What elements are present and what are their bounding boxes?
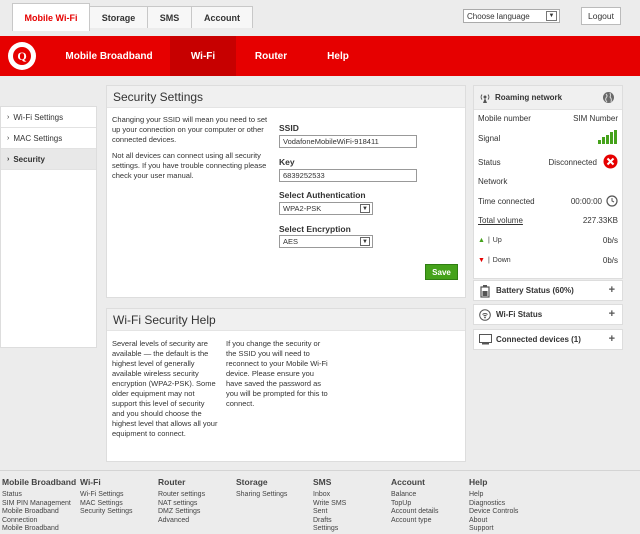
security-intro-text: Changing your SSID will mean you need to set up your connection on your computer or other connected devices. xyxy=(112,115,268,144)
footer-link[interactable]: Sharing Settings xyxy=(236,491,288,498)
footer-column-sms xyxy=(313,477,346,534)
status-panel-header xyxy=(474,86,622,110)
footer-link[interactable]: Connection xyxy=(2,516,38,524)
total-volume-value: 227.33KB xyxy=(582,216,618,225)
upload-value: 0b/s xyxy=(602,236,618,245)
upload-row xyxy=(478,236,618,245)
chevron-right-icon: › xyxy=(7,155,10,163)
footer-link[interactable]: NAT settings xyxy=(158,499,198,507)
footer-link[interactable]: Sent xyxy=(313,508,328,516)
footer-link[interactable]: Drafts xyxy=(313,516,332,524)
devices-icon xyxy=(479,334,491,346)
chevron-right-icon: › xyxy=(7,113,10,121)
logout-button[interactable]: Logout xyxy=(581,7,621,25)
signal-bars-icon xyxy=(598,130,618,146)
security-note-text: Not all devices can connect using all security settings. If you have trouble connecting please check your user manual. xyxy=(112,151,267,180)
nav-help[interactable]: Help xyxy=(327,50,349,62)
network-label: Network xyxy=(478,177,508,186)
nav-router[interactable]: Router xyxy=(254,50,288,62)
footer-link[interactable]: Mobile Broadband xyxy=(2,525,59,533)
encryption-select[interactable] xyxy=(279,235,373,248)
mobile-number-row xyxy=(478,114,618,123)
download-value: 0b/s xyxy=(602,256,618,265)
main-nav xyxy=(0,36,640,76)
auth-label: Select Authentication xyxy=(279,190,366,200)
clock-icon xyxy=(606,195,618,209)
roaming-network-title: Roaming network xyxy=(495,93,563,102)
battery-status-accordion[interactable] xyxy=(473,280,623,301)
plus-icon: + xyxy=(608,308,615,320)
footer-link[interactable]: Device Controls xyxy=(469,508,519,516)
auth-select[interactable] xyxy=(279,202,373,215)
footer-heading: Account xyxy=(391,477,425,487)
chevron-down-icon: ▼ xyxy=(546,11,557,21)
auth-select-value: WPA2-PSK xyxy=(283,204,322,213)
footer-heading: Wi-Fi xyxy=(80,477,101,487)
wifi-status-accordion[interactable] xyxy=(473,304,623,325)
footer-column-wifi xyxy=(80,477,133,517)
help-text-left: Several levels of security are available — the default is the highest level of generally available wireless security encryption (WPA2-PSK). Some older equipment may not support this level of security and you should choose the highest level that allows all your equipment to connect. xyxy=(112,339,218,438)
download-row xyxy=(478,256,618,265)
ssid-label: SSID xyxy=(279,123,299,133)
panel-title: Security Settings xyxy=(107,86,465,108)
language-select[interactable] xyxy=(463,9,560,23)
plus-icon: + xyxy=(608,333,615,345)
download-label: Down xyxy=(492,257,511,264)
upload-label: Up xyxy=(492,237,502,244)
time-connected-label: Time connected xyxy=(478,197,535,206)
sidebar-item-security[interactable] xyxy=(1,149,96,170)
footer xyxy=(0,470,640,533)
footer-link[interactable]: Balance xyxy=(391,491,417,498)
divider-icon: | xyxy=(487,257,490,264)
footer-heading: Mobile Broadband xyxy=(2,477,77,487)
accordion-label: Connected devices (1) xyxy=(496,335,581,344)
nav-mobile-broadband[interactable]: Mobile Broadband xyxy=(65,50,153,62)
upload-label-group xyxy=(478,237,502,244)
tab-storage[interactable]: Storage xyxy=(89,6,148,28)
disconnected-icon xyxy=(603,154,618,171)
sidebar-item-wifi-settings[interactable] xyxy=(1,107,96,128)
time-connected-value: 00:00:00 xyxy=(570,197,602,206)
download-label-group xyxy=(478,257,511,264)
status-row xyxy=(478,154,618,170)
time-connected-group xyxy=(571,195,618,209)
mobile-number-value: SIM Number xyxy=(573,114,618,123)
footer-link[interactable]: Wi-Fi Settings xyxy=(80,491,124,498)
vodafone-logo xyxy=(8,42,36,70)
encryption-label: Select Encryption xyxy=(279,224,351,234)
footer-heading: Storage xyxy=(236,477,268,487)
footer-link[interactable]: Write SMS xyxy=(313,499,347,507)
mobile-number-label: Mobile number xyxy=(478,114,531,123)
status-value-group xyxy=(549,154,618,171)
footer-column-storage xyxy=(236,477,287,500)
sidebar xyxy=(0,106,97,348)
footer-link[interactable]: SIM PIN Management xyxy=(2,499,71,507)
footer-link[interactable]: About xyxy=(469,516,488,524)
footer-column-mobile-broadband xyxy=(2,477,76,534)
arrow-up-icon: ▲ xyxy=(478,237,485,244)
footer-heading: Router xyxy=(158,477,186,487)
footer-link[interactable]: MAC Settings xyxy=(80,499,123,507)
sidebar-item-label: MAC Settings xyxy=(13,133,63,143)
globe-icon xyxy=(602,91,615,106)
status-value: Disconnected xyxy=(548,157,597,167)
footer-heading: Help xyxy=(469,477,488,487)
panel-title: Wi-Fi Security Help xyxy=(107,309,465,331)
footer-link[interactable]: DMZ Settings xyxy=(158,508,201,516)
tab-mobile-wifi[interactable]: Mobile Wi-Fi xyxy=(12,3,90,31)
signal-label: Signal xyxy=(478,133,501,143)
footer-link[interactable]: TopUp xyxy=(391,499,412,507)
footer-link[interactable]: Diagnostics xyxy=(469,499,506,507)
language-select-value: Choose language xyxy=(467,11,530,21)
chevron-right-icon: › xyxy=(7,134,10,142)
footer-column-account xyxy=(391,477,438,525)
nav-wifi[interactable]: Wi-Fi xyxy=(170,36,236,76)
help-text-right: If you change the security or the SSID you will need to reconnect to your Mobile Wi-Fi device. Please ensure you have saved the password as you will be prompted for this to connect. xyxy=(226,339,328,408)
key-input[interactable]: 6839252533 xyxy=(279,169,417,182)
total-volume-row xyxy=(478,216,618,225)
connected-devices-accordion[interactable] xyxy=(473,329,623,350)
chevron-down-icon: ▼ xyxy=(360,204,370,213)
chevron-down-icon: ▼ xyxy=(360,237,370,246)
battery-icon xyxy=(479,285,491,297)
footer-heading: SMS xyxy=(313,477,332,487)
footer-link[interactable]: Account details xyxy=(391,508,439,516)
antenna-icon xyxy=(479,92,491,106)
footer-link[interactable]: Support xyxy=(469,525,494,533)
brand-glyph: Q xyxy=(13,47,31,65)
footer-link[interactable]: Help xyxy=(469,491,484,498)
accordion-label: Battery Status (60%) xyxy=(496,286,574,295)
tab-sms[interactable]: SMS xyxy=(147,6,192,28)
signal-row xyxy=(478,131,618,145)
plus-icon: + xyxy=(608,284,615,296)
time-connected-row xyxy=(478,195,618,208)
save-button[interactable]: Save xyxy=(425,264,458,280)
status-label: Status xyxy=(478,157,501,167)
arrow-down-icon: ▼ xyxy=(478,257,485,264)
divider-icon: | xyxy=(487,237,490,244)
sidebar-item-label: Security xyxy=(13,154,45,164)
footer-column-help xyxy=(469,477,518,534)
footer-column-router xyxy=(158,477,205,525)
footer-link[interactable]: Security Settings xyxy=(80,508,133,516)
wifi-icon xyxy=(479,309,491,321)
tab-account[interactable]: Account xyxy=(191,6,253,28)
network-row xyxy=(478,177,618,186)
accordion-label: Wi-Fi Status xyxy=(496,310,543,319)
footer-link[interactable]: Mobile Broadband xyxy=(2,508,59,516)
encryption-select-value: AES xyxy=(283,237,299,246)
footer-link[interactable]: Settings xyxy=(313,525,339,533)
footer-link[interactable]: Advanced xyxy=(158,516,190,524)
total-volume-label[interactable]: Total volume xyxy=(478,216,523,225)
key-label: Key xyxy=(279,157,295,167)
top-tab-bar xyxy=(0,0,640,34)
footer-link[interactable]: Account type xyxy=(391,516,432,524)
footer-link[interactable]: Status xyxy=(2,491,22,498)
sidebar-item-label: Wi-Fi Settings xyxy=(13,112,64,122)
footer-link[interactable]: Router settings xyxy=(158,491,206,498)
sidebar-item-mac-settings[interactable] xyxy=(1,128,96,149)
ssid-input[interactable]: VodafoneMobileWiFi-918411 xyxy=(279,135,417,148)
footer-link[interactable]: Inbox xyxy=(313,491,331,498)
